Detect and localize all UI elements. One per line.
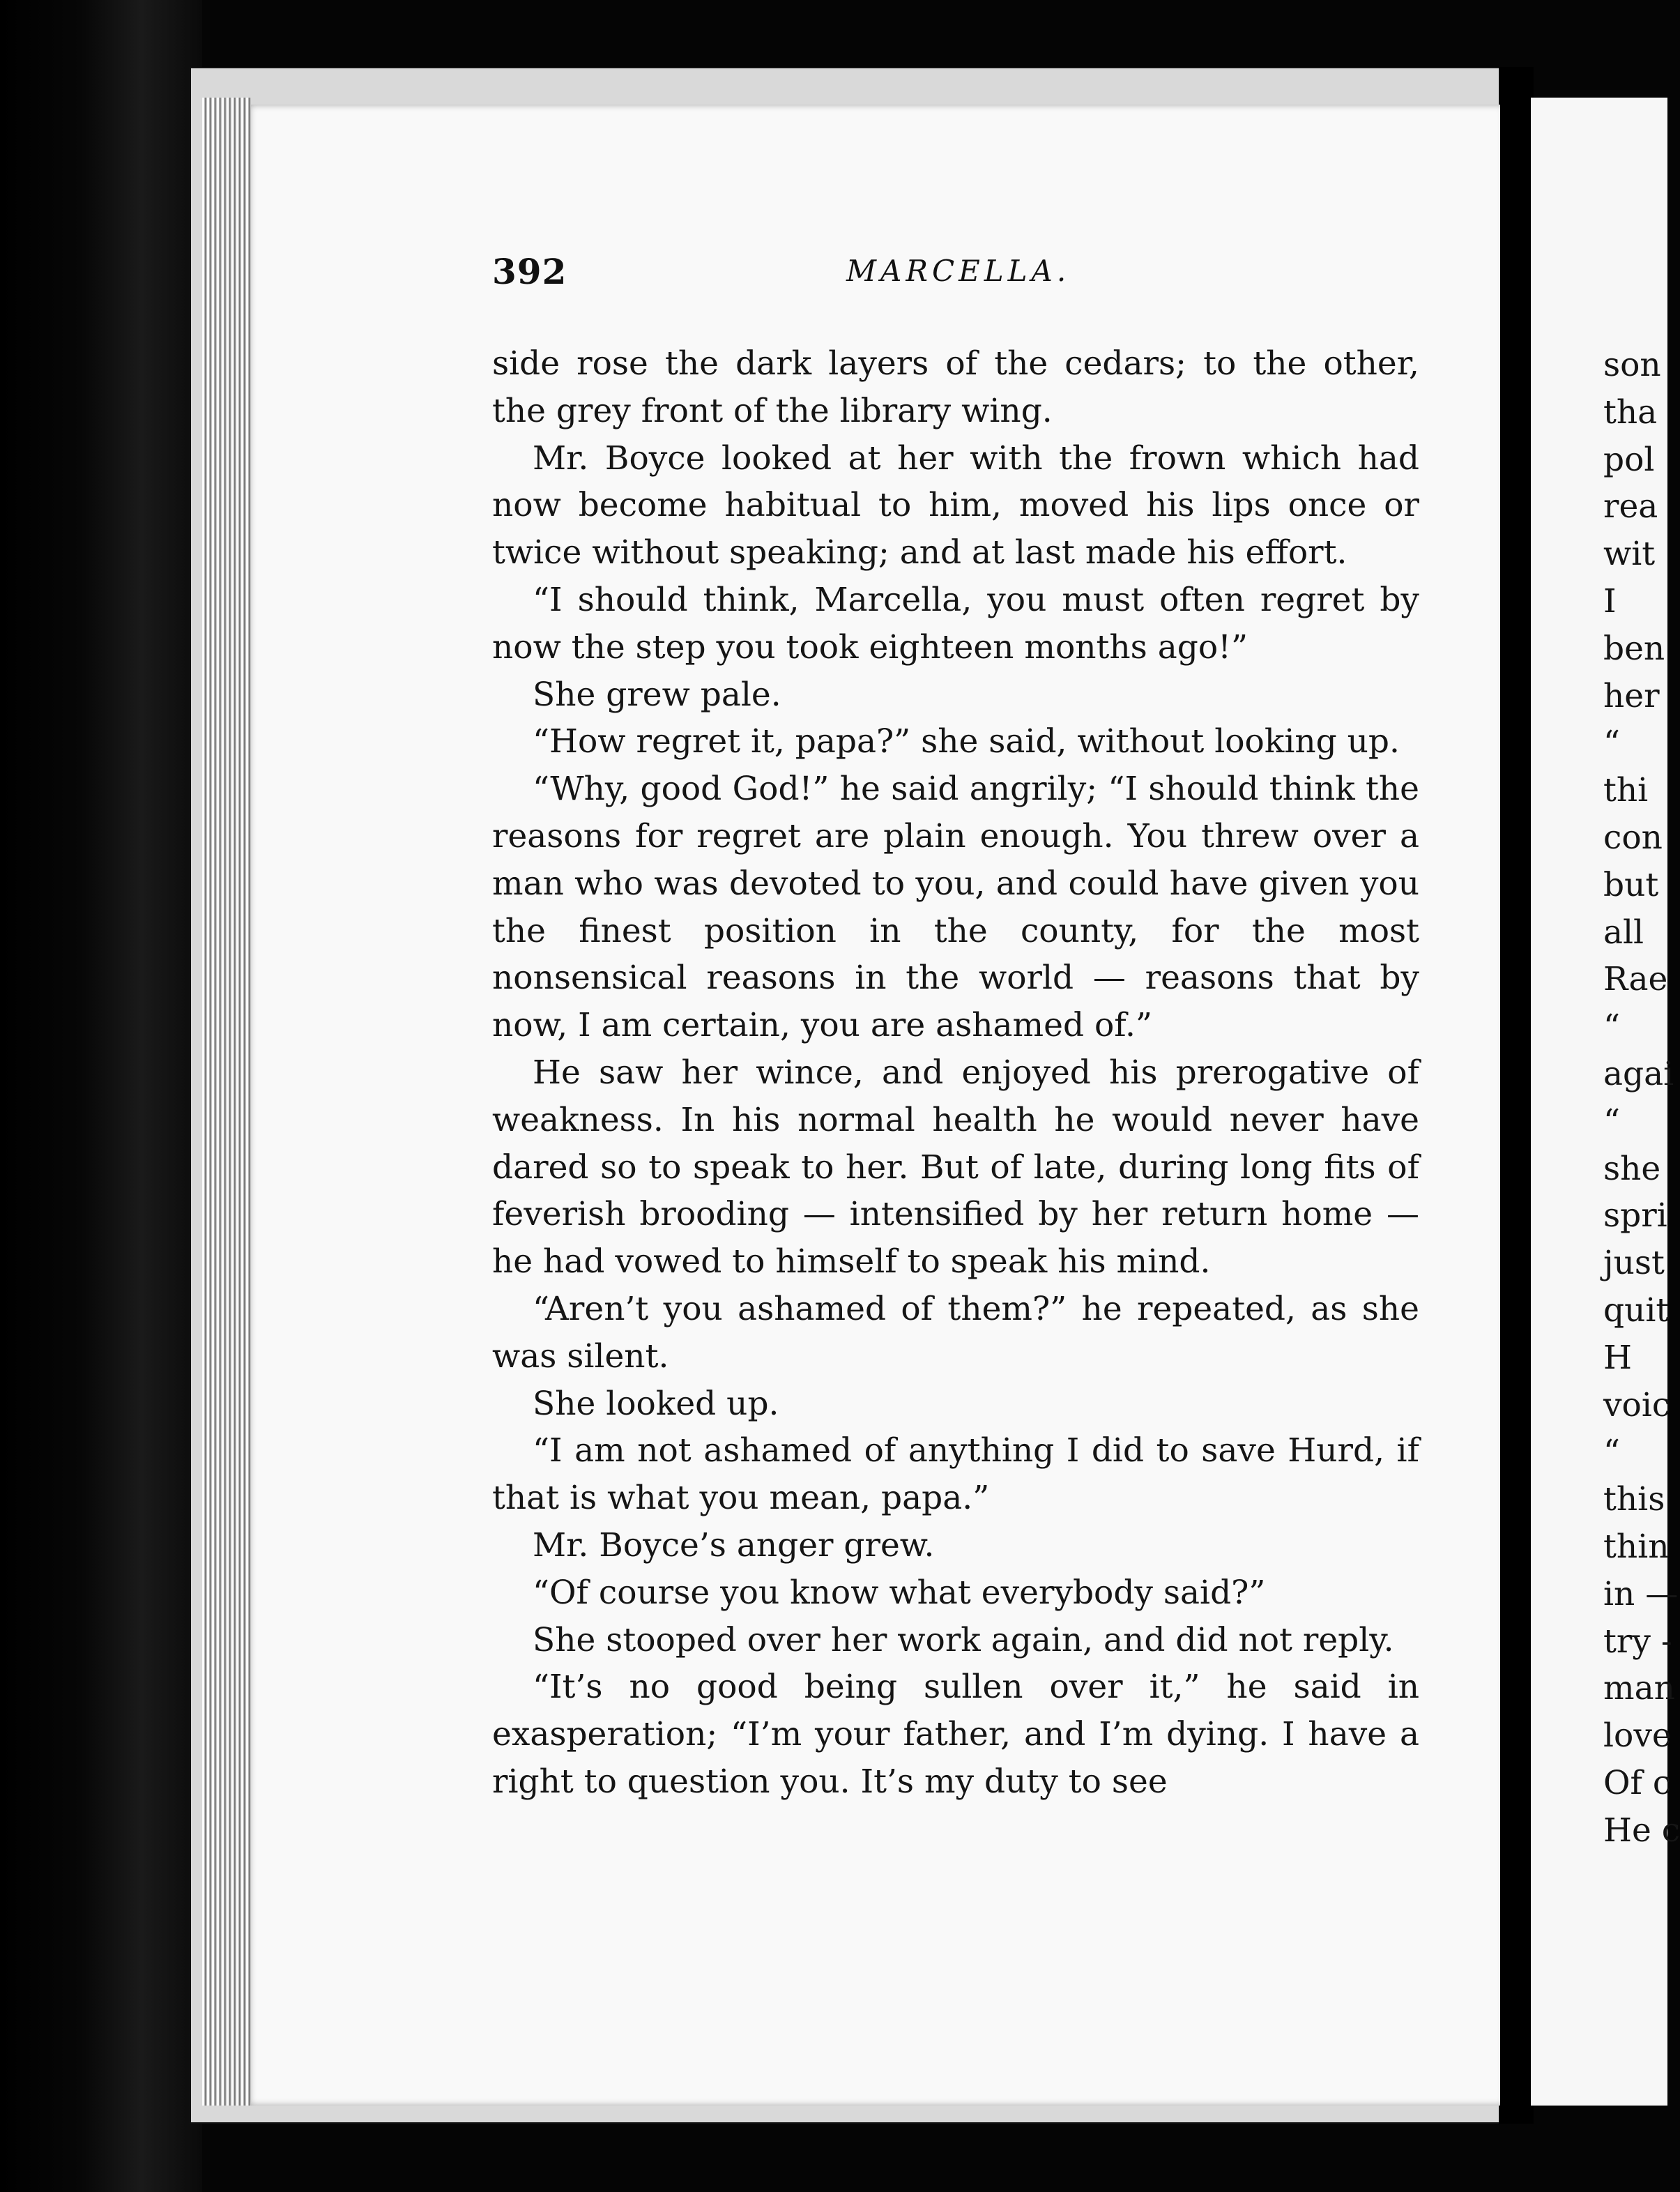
paragraph: She stooped over her work again, and did not reply.: [533, 1620, 1394, 1659]
paragraph: “Why, good God!” he said angrily; “I should think the reasons for regret are plain enough. You threw over a man who was devoted to you, and could have given you the finest position in the county, for the most nonsensical reasons in the world — reasons that by now, I am certain, you are ashamed of.”: [492, 770, 1419, 1045]
facing-line: she: [1603, 1149, 1661, 1188]
facing-line: in —: [1603, 1574, 1679, 1613]
facing-line: her: [1603, 676, 1660, 715]
facing-line: “: [1603, 1007, 1621, 1046]
facing-line: son: [1603, 346, 1661, 384]
facing-line: con: [1603, 818, 1663, 857]
paragraph: “Of course you know what everybody said?”: [533, 1573, 1266, 1612]
facing-line: Rae: [1603, 960, 1668, 999]
paragraph: Mr. Boyce looked at her with the frown which had now become habitual to him, moved his lips once or twice without speaking; and at last made his effort.: [492, 439, 1419, 572]
facing-line: “: [1603, 724, 1621, 763]
facing-line: but: [1603, 865, 1659, 904]
facing-page-text: [1603, 342, 1680, 1855]
gutter: [1499, 67, 1534, 2124]
page-header: [492, 251, 1426, 300]
facing-line: “: [1603, 1433, 1621, 1472]
facing-line: man: [1603, 1669, 1675, 1708]
paragraph: She looked up.: [533, 1384, 779, 1423]
paragraph: “It’s no good being sullen over it,” he said in exasperation; “I’m your father, and I’m dying. I have a right to question you. It’s my duty to see: [492, 1668, 1419, 1801]
running-head: MARCELLA.: [846, 254, 1071, 288]
body-text: [492, 340, 1419, 1806]
facing-line: thin: [1603, 1527, 1670, 1566]
facing-line: this: [1603, 1480, 1665, 1519]
facing-line: “: [1603, 1102, 1621, 1141]
paragraph: “I am not ashamed of anything I did to save Hurd, if that is what you mean, papa.”: [492, 1431, 1419, 1518]
facing-line: agai: [1603, 1054, 1674, 1093]
facing-line: pol: [1603, 440, 1655, 479]
facing-line: just: [1603, 1244, 1665, 1283]
facing-line: H: [1603, 1338, 1632, 1377]
paragraph: side rose the dark layers of the cedars; to the other, the grey front of the library wing.: [492, 344, 1419, 430]
facing-line: spri: [1603, 1196, 1667, 1235]
paragraph: He saw her wince, and enjoyed his prerogative of weakness. In his normal health he would never have dared so to speak to her. But of late, during long fits of feverish brooding — intensified by her return home — he had vowed to himself to speak his mind.: [492, 1053, 1419, 1281]
facing-line: try -: [1603, 1622, 1672, 1661]
paragraph: “How regret it, papa?” she said, without looking up.: [533, 722, 1400, 761]
facing-line: tha: [1603, 393, 1658, 432]
facing-line: voic: [1603, 1385, 1671, 1424]
paragraph: Mr. Boyce’s anger grew.: [533, 1525, 935, 1565]
facing-line: Of c: [1603, 1763, 1672, 1802]
facing-line: ben: [1603, 629, 1665, 668]
facing-line: wit: [1603, 535, 1656, 574]
paragraph: “Aren’t you ashamed of them?” he repeated, as she was silent.: [492, 1289, 1419, 1376]
paragraph: “I should think, Marcella, you must often regret by now the step you took eighteen months ago!”: [492, 580, 1419, 667]
book-spine: [0, 0, 202, 2192]
facing-line: He c: [1603, 1811, 1680, 1850]
page-edges: [202, 98, 251, 2106]
facing-line: rea: [1603, 487, 1658, 526]
facing-line: all: [1603, 913, 1644, 952]
facing-line: quit: [1603, 1291, 1670, 1330]
page-number: 392: [492, 251, 567, 292]
facing-line: love: [1603, 1717, 1672, 1756]
facing-line: thi: [1603, 771, 1649, 810]
facing-line: I: [1603, 581, 1617, 621]
paragraph: She grew pale.: [533, 675, 781, 714]
